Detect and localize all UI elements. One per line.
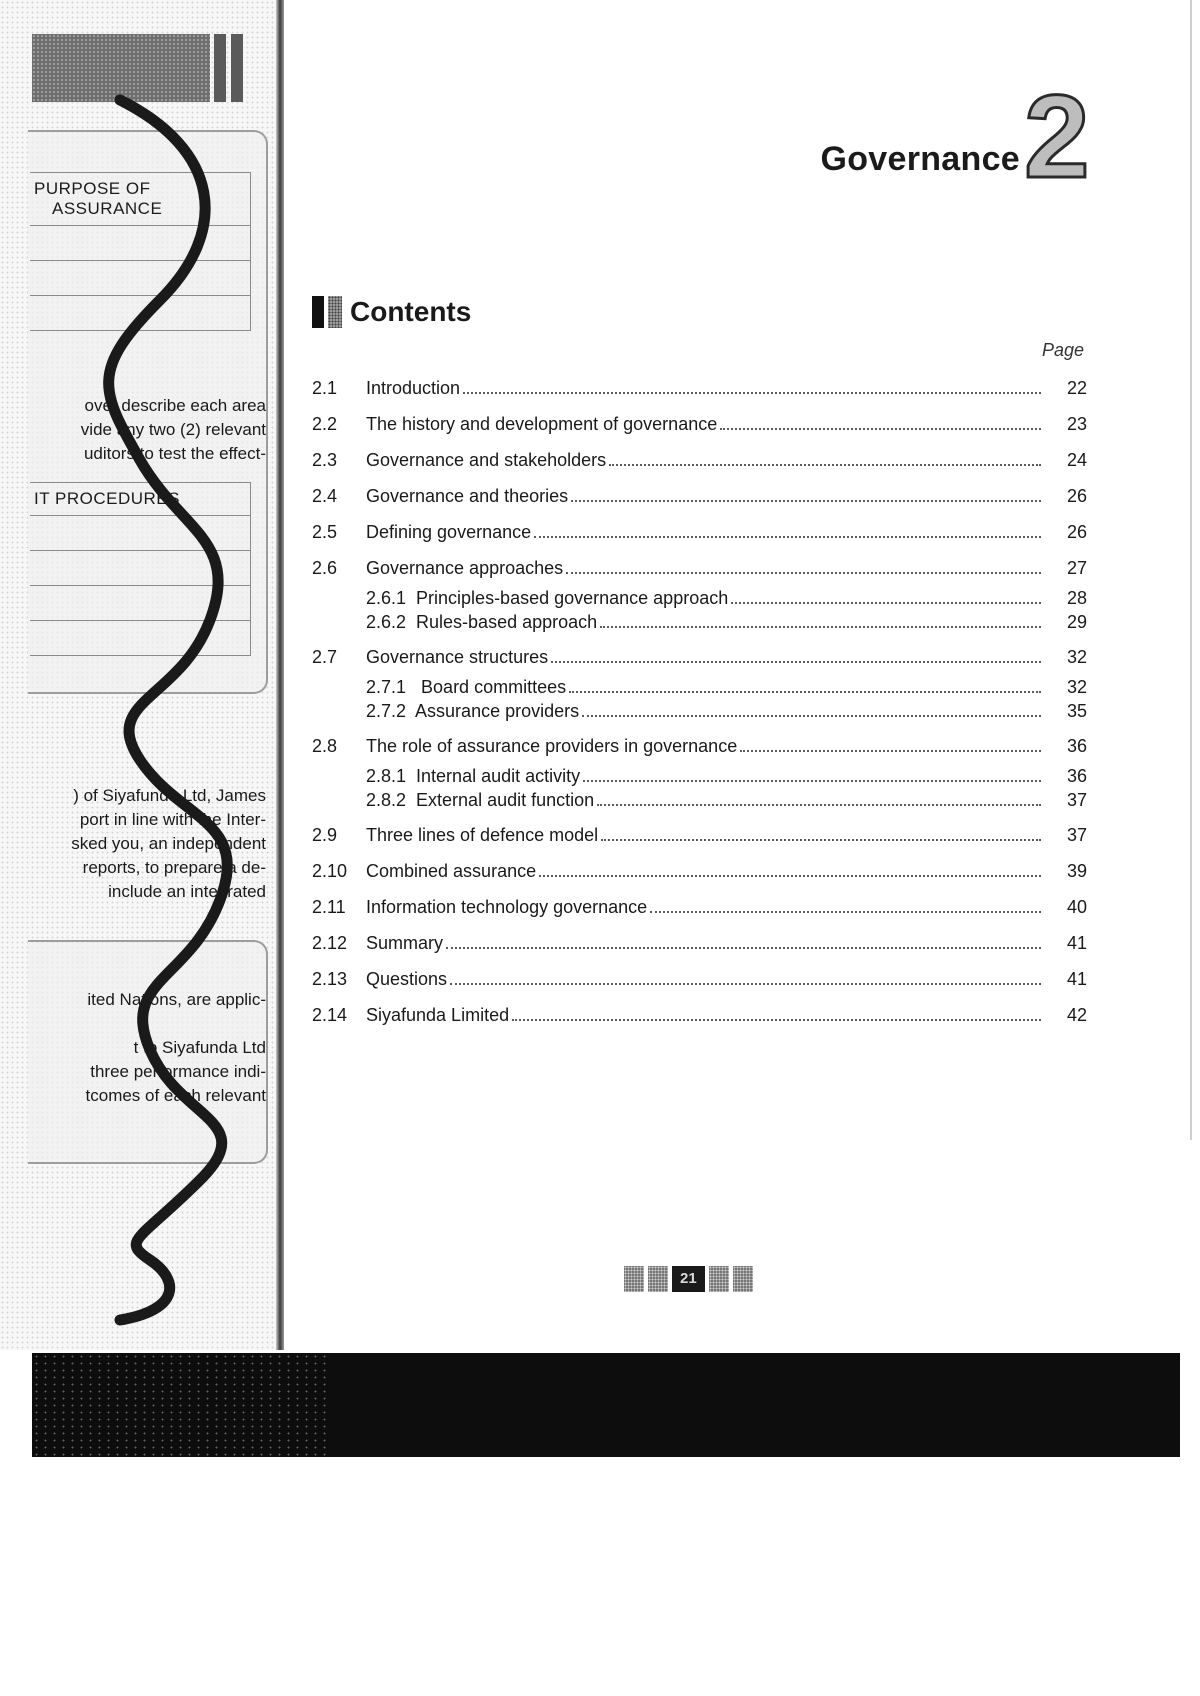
toc-section-number: 2.1 — [312, 378, 338, 398]
toc-section-title: 2.8.2 External audit function — [366, 790, 595, 810]
chapter-title: Governance — [820, 140, 1020, 178]
toc-section-number: 2.14 — [312, 1005, 348, 1025]
left-text-line: ited Nations, are applic- — [87, 990, 266, 1009]
left-text-line: reports, to prepare a de- — [82, 858, 266, 877]
toc-entry — [312, 825, 1087, 850]
toc-section-number: 2.5 — [312, 522, 338, 542]
toc-leader-dots — [650, 899, 1041, 913]
toc-subentry — [312, 677, 1087, 701]
chapter-number: 2 — [1024, 71, 1090, 203]
toc-leader-dots — [534, 524, 1041, 538]
toc-entry — [312, 450, 1087, 475]
toc-section-title: The role of assurance providers in governance — [366, 736, 738, 756]
toc-page-number: 39 — [1066, 861, 1087, 881]
toc-entry — [312, 558, 1087, 583]
toc-section-title: 2.8.1 Internal audit activity — [366, 766, 581, 786]
toc-leader-dots — [571, 488, 1041, 502]
footer-block — [709, 1266, 729, 1292]
toc-entry — [312, 897, 1087, 922]
toc-section-title: Introduction — [366, 378, 461, 398]
toc-page-number: 29 — [1066, 612, 1087, 632]
toc-section-title: Information technology governance — [366, 897, 648, 917]
toc-leader-dots — [569, 679, 1041, 693]
toc-page-number: 26 — [1066, 522, 1087, 542]
page-number: 21 — [672, 1266, 705, 1292]
toc-section-number: 2.9 — [312, 825, 338, 845]
page-footer — [624, 1266, 753, 1292]
toc-subentry — [312, 701, 1087, 725]
toc-page-number: 32 — [1066, 647, 1087, 667]
heading-bar-icon — [328, 296, 342, 328]
binding-coil-wave — [60, 60, 260, 1340]
left-text-line: ) of Siyafunda Ltd, James — [73, 786, 266, 805]
toc-entry — [312, 933, 1087, 958]
left-text-line: tcomes of each relevant — [85, 1086, 266, 1105]
toc-leader-dots — [512, 1007, 1041, 1021]
toc-page-number: 27 — [1066, 558, 1087, 578]
toc-page-number: 41 — [1066, 969, 1087, 989]
left-text-line: t to Siyafunda Ltd — [133, 1038, 266, 1057]
toc-entry — [312, 1005, 1087, 1030]
toc-leader-dots — [551, 649, 1041, 663]
toc-section-title: Three lines of defence model — [366, 825, 599, 845]
toc-section-title: 2.6.1 Principles-based governance approach — [366, 588, 729, 608]
toc-section-title: Governance approaches — [366, 558, 564, 578]
toc-section-title: Defining governance — [366, 522, 532, 542]
toc-section-number: 2.3 — [312, 450, 338, 470]
toc-page-number: 36 — [1066, 736, 1087, 756]
toc-section-number: 2.4 — [312, 486, 338, 506]
page-column-label: Page — [1041, 340, 1084, 360]
scan-dark-band-speckle — [32, 1353, 332, 1457]
toc-entry — [312, 861, 1087, 886]
left-table-header-line: PURPOSE OF — [34, 179, 151, 198]
toc-section-number: 2.10 — [312, 861, 348, 881]
toc-entry — [312, 969, 1087, 994]
contents-heading — [312, 296, 471, 328]
toc-page-number: 36 — [1066, 766, 1087, 786]
left-text-line: port in line with the Inter- — [79, 810, 266, 829]
toc-section-title: Governance structures — [366, 647, 549, 667]
toc-subentry — [312, 612, 1087, 636]
left-table-header-line: ASSURANCE — [52, 199, 163, 218]
toc-page-number: 22 — [1066, 378, 1087, 398]
toc-section-number: 2.6 — [312, 558, 338, 578]
toc-page-number: 24 — [1066, 450, 1087, 470]
toc-page-number: 23 — [1066, 414, 1087, 434]
toc-leader-dots — [720, 416, 1041, 430]
toc-section-number: 2.2 — [312, 414, 338, 434]
toc-leader-dots — [566, 560, 1041, 574]
toc-section-title: Combined assurance — [366, 861, 537, 881]
book-spine — [276, 0, 284, 1350]
toc-leader-dots — [601, 827, 1041, 841]
heading-bar-icon — [312, 296, 324, 328]
toc-entry — [312, 647, 1087, 672]
toc-page-number: 41 — [1066, 933, 1087, 953]
toc-entry — [312, 486, 1087, 511]
toc-section-title: Governance and theories — [366, 486, 569, 506]
toc-page-number: 37 — [1066, 825, 1087, 845]
toc-leader-dots — [600, 614, 1041, 628]
toc-section-title: Siyafunda Limited — [366, 1005, 510, 1025]
toc-leader-dots — [463, 380, 1041, 394]
toc-page-number: 26 — [1066, 486, 1087, 506]
toc-section-title: Governance and stakeholders — [366, 450, 607, 470]
toc-entry — [312, 736, 1087, 761]
toc-entry — [312, 378, 1087, 403]
left-text-line: include an integrated — [108, 882, 266, 901]
footer-block — [648, 1266, 668, 1292]
toc-section-title: 2.7.2 Assurance providers — [366, 701, 580, 721]
toc-section-number: 2.12 — [312, 933, 348, 953]
toc-page-number: 42 — [1066, 1005, 1087, 1025]
toc-section-number: 2.13 — [312, 969, 348, 989]
toc-subentry — [312, 790, 1087, 814]
toc-page-number: 28 — [1066, 588, 1087, 608]
toc-leader-dots — [446, 935, 1041, 949]
footer-block — [624, 1266, 644, 1292]
toc-section-title: Summary — [366, 933, 444, 953]
table-of-contents — [312, 378, 1087, 1030]
toc-subentry — [312, 766, 1087, 790]
left-table-header: IT PROCEDURES — [30, 483, 250, 516]
left-text-line: vide any two (2) relevant — [80, 420, 266, 439]
toc-section-title: The history and development of governance — [366, 414, 718, 434]
toc-section-number: 2.7 — [312, 647, 338, 667]
toc-section-title: 2.7.1 Board committees — [366, 677, 567, 697]
toc-page-number: 35 — [1066, 701, 1087, 721]
toc-leader-dots — [450, 971, 1041, 985]
toc-entry — [312, 414, 1087, 439]
left-text-line: three performance indi- — [90, 1062, 266, 1081]
toc-page-number: 32 — [1066, 677, 1087, 697]
toc-page-number: 40 — [1066, 897, 1087, 917]
toc-entry — [312, 522, 1087, 547]
toc-leader-dots — [597, 792, 1041, 806]
toc-leader-dots — [731, 590, 1041, 604]
toc-leader-dots — [740, 738, 1041, 752]
contents-title: Contents — [350, 296, 472, 327]
toc-leader-dots — [539, 863, 1041, 877]
toc-section-title: 2.6.2 Rules-based approach — [366, 612, 598, 632]
toc-section-number: 2.8 — [312, 736, 338, 756]
toc-section-title: Questions — [366, 969, 448, 989]
toc-leader-dots — [609, 452, 1041, 466]
left-text-line: uditors to test the effect- — [83, 444, 266, 463]
toc-leader-dots — [582, 703, 1041, 717]
toc-page-number: 37 — [1066, 790, 1087, 810]
toc-section-number: 2.11 — [312, 897, 346, 917]
left-text-line: sked you, an independent — [71, 834, 266, 853]
toc-leader-dots — [583, 768, 1041, 782]
footer-block — [733, 1266, 753, 1292]
left-text-line: ove, describe each area — [84, 396, 266, 415]
toc-subentry — [312, 588, 1087, 612]
page-right-edge — [1190, 0, 1192, 1140]
